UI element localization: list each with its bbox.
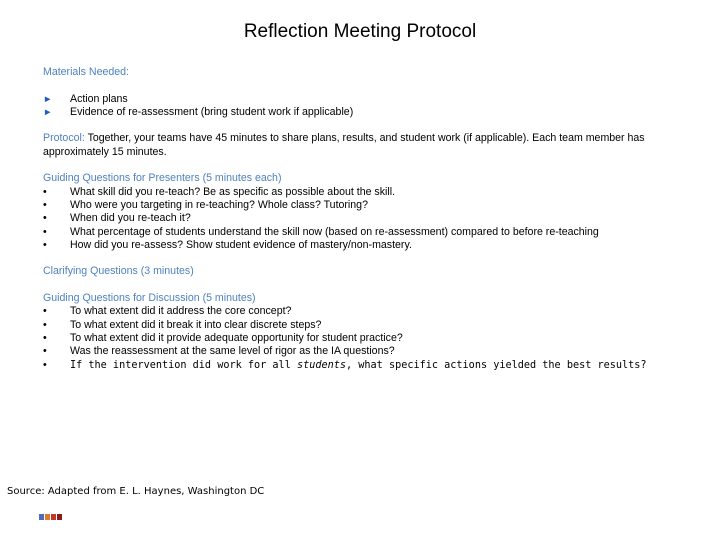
- discussion-item-text: [70, 359, 647, 373]
- materials-item: [43, 93, 688, 106]
- discussion-item-text: To what extent did it break it into clear discrete steps?: [70, 318, 322, 331]
- logo-square: [39, 514, 44, 520]
- discussion-item: [43, 332, 688, 345]
- presenters-item: [43, 199, 688, 212]
- discussion-item: [43, 305, 688, 318]
- discussion-item-text: To what extent did it provide adequate opportunity for student practice?: [70, 331, 403, 344]
- bullet-icon: •: [43, 331, 47, 344]
- discussion-item-last: [43, 359, 688, 373]
- materials-heading: Materials Needed:: [43, 66, 129, 78]
- spacer: [43, 279, 688, 292]
- discussion-heading: Guiding Questions for Discussion (5 minutes): [43, 292, 256, 305]
- presenters-item-text: When did you re-teach it?: [70, 212, 191, 225]
- presenters-item-text: What percentage of students understand the skill now (based on re-assessment) compared to before re-teaching: [70, 225, 599, 238]
- bullet-icon: •: [43, 358, 47, 371]
- presenters-heading: Guiding Questions for Presenters (5 minutes each): [43, 172, 282, 185]
- spacer: [43, 252, 688, 265]
- arrow-bullet-icon: ►: [43, 93, 53, 105]
- bullet-icon: •: [43, 212, 47, 225]
- presenters-item-text: What skill did you re-teach? Be as specific as possible about the skill.: [70, 185, 396, 198]
- materials-item: [43, 106, 688, 119]
- bullet-icon: •: [43, 345, 47, 358]
- presenters-item: [43, 226, 688, 239]
- logo-square: [51, 514, 56, 520]
- bullet-icon: •: [43, 318, 47, 331]
- slide-content: [43, 66, 688, 373]
- bullet-icon: •: [43, 185, 47, 198]
- discussion-item-text: To what extent did it address the core concept?: [70, 305, 292, 318]
- materials-item-text: Action plans: [70, 92, 128, 105]
- bullet-icon: •: [43, 198, 47, 211]
- last-item-before: If the intervention did work for all: [70, 359, 297, 371]
- last-item-emphasis: students: [296, 359, 347, 371]
- protocol-text: Together, your teams have 45 minutes to share plans, results, and student work (if applicable). Each team member has approximately 15 minutes.: [43, 132, 645, 158]
- slide-title: Reflection Meeting Protocol: [243, 21, 477, 42]
- protocol-paragraph: [43, 132, 688, 159]
- source-citation: Source: Adapted from E. L. Haynes, Washington DC: [7, 486, 265, 497]
- logo-square: [45, 514, 50, 520]
- discussion-item-text: Was the reassessment at the same level of rigor as the IA questions?: [70, 345, 395, 358]
- last-item-after: , what specific actions yielded the best results?: [346, 359, 647, 371]
- protocol-label: Protocol:: [43, 132, 85, 145]
- presenters-item-text: How did you re-assess? Show student evidence of mastery/non-mastery.: [70, 238, 412, 251]
- spacer: [43, 159, 688, 172]
- arrow-bullet-icon: ►: [43, 106, 53, 118]
- spacer: [43, 79, 688, 92]
- logo-mark-icon: [39, 514, 62, 520]
- presenters-item: [43, 186, 688, 199]
- discussion-item: [43, 319, 688, 332]
- presenters-item: [43, 239, 688, 252]
- clarifying-heading: Clarifying Questions (3 minutes): [43, 265, 194, 278]
- discussion-item: [43, 345, 688, 358]
- bullet-icon: •: [43, 305, 47, 318]
- bullet-icon: •: [43, 225, 47, 238]
- logo-square: [57, 514, 62, 520]
- presenters-item-text: Who were you targeting in re-teaching? Whole class? Tutoring?: [70, 198, 368, 211]
- bullet-icon: •: [43, 238, 47, 251]
- presenters-item: [43, 212, 688, 225]
- materials-item-text: Evidence of re-assessment (bring student work if applicable): [70, 105, 354, 118]
- spacer: [43, 119, 688, 132]
